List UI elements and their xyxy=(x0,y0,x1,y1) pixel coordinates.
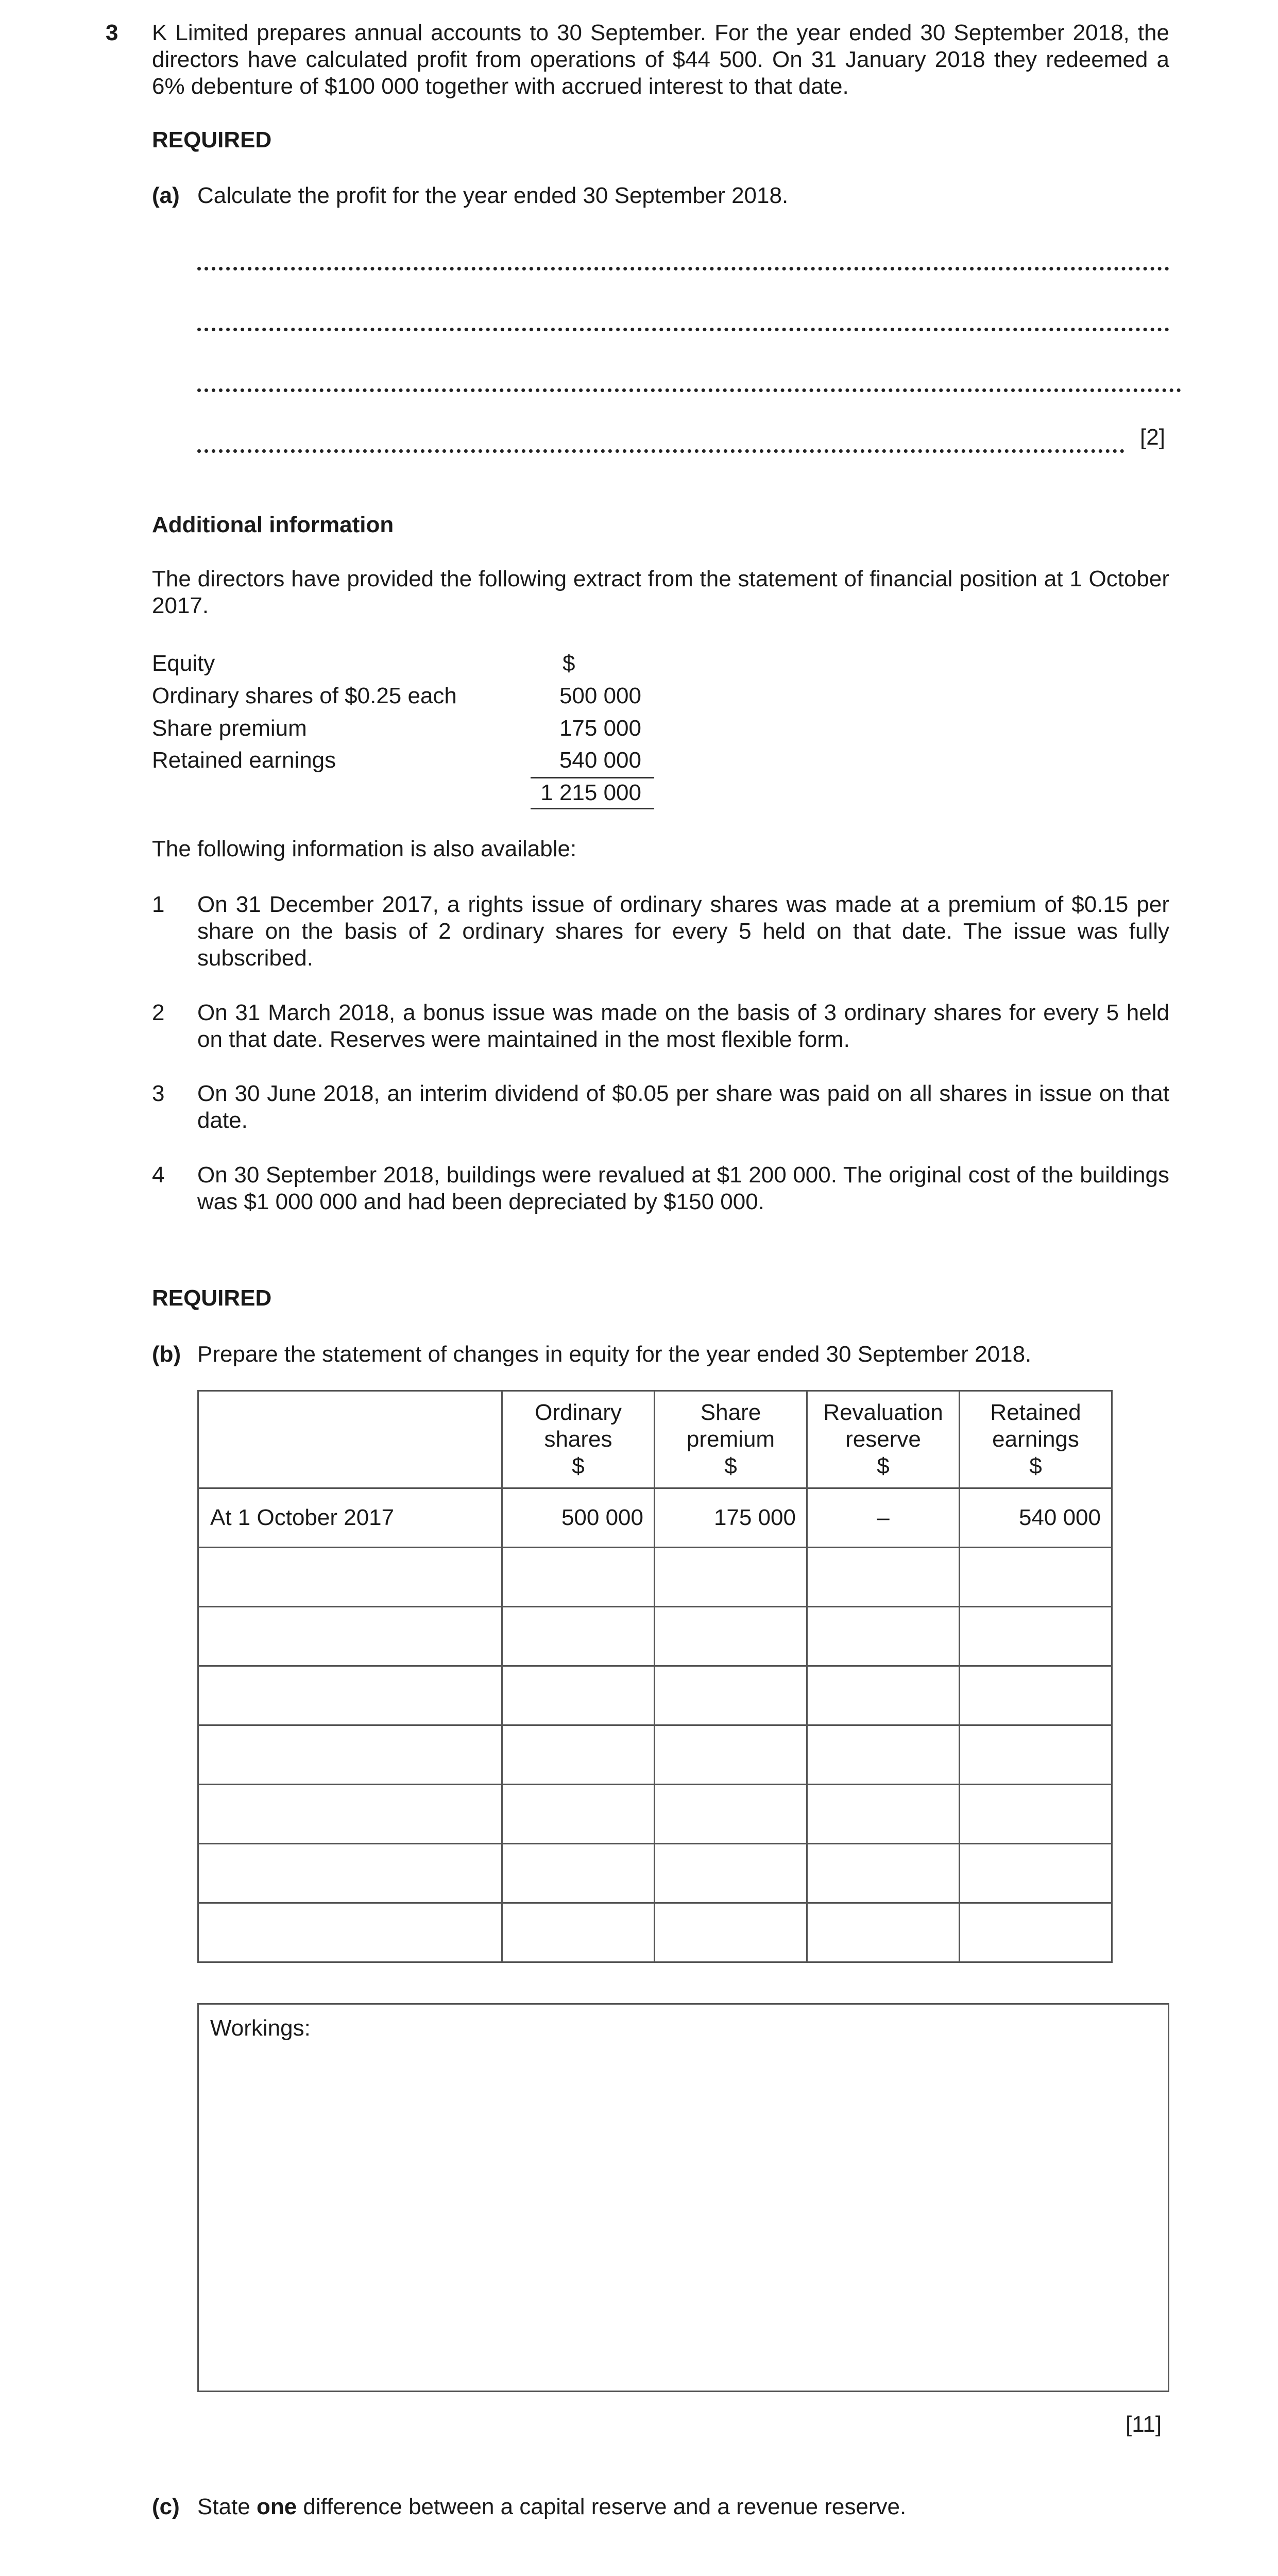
question-number: 3 xyxy=(106,20,118,45)
soce-answer-cell[interactable] xyxy=(655,1607,807,1666)
soce-answer-cell[interactable] xyxy=(502,1666,655,1725)
extract-row-value: 500 000 xyxy=(559,683,641,708)
soce-answer-cell[interactable] xyxy=(960,1607,1112,1666)
part-a-marks: [2] xyxy=(1140,425,1165,450)
table-row[interactable] xyxy=(198,1725,1112,1785)
soce-answer-cell[interactable] xyxy=(960,1548,1112,1607)
table-row[interactable] xyxy=(198,1666,1112,1725)
soce-answer-cell[interactable] xyxy=(960,1785,1112,1844)
soce-answer-cell[interactable] xyxy=(502,1785,655,1844)
soce-answer-cell[interactable] xyxy=(198,1785,502,1844)
info-item-number: 2 xyxy=(152,1000,165,1025)
soce-column-header: Share premium $ xyxy=(655,1391,807,1488)
soce-table xyxy=(197,1390,1113,1963)
table-row[interactable] xyxy=(198,1785,1112,1844)
soce-answer-cell[interactable] xyxy=(198,1844,502,1903)
soce-answer-cell[interactable] xyxy=(960,1903,1112,1962)
soce-column-header: Retained earnings $ xyxy=(960,1391,1112,1488)
part-b-label: (b) xyxy=(152,1342,181,1367)
info-item-text: On 31 March 2018, a bonus issue was made on the basis of 3 ordinary shares for every 5 held on that date. Reserves were maintained in the most flexible form. xyxy=(197,1000,1169,1052)
info-item-text: On 31 December 2017, a rights issue of ordinary shares was made at a premium of $0.15 per share on the basis of 2 ordinary shares for every 5 held on that date. The issue was fully subscribed. xyxy=(197,892,1169,971)
soce-answer-cell[interactable] xyxy=(655,1844,807,1903)
workings-box[interactable] xyxy=(197,2003,1169,2392)
soce-header-blank xyxy=(198,1391,502,1488)
soce-answer-cell[interactable] xyxy=(198,1607,502,1666)
part-c-label: (c) xyxy=(152,2494,180,2519)
answer-line-a-2[interactable] xyxy=(197,328,1169,331)
soce-answer-cell[interactable] xyxy=(807,1725,960,1785)
soce-answer-cell[interactable] xyxy=(807,1785,960,1844)
extract-currency: $ xyxy=(563,651,575,676)
soce-answer-cell[interactable] xyxy=(502,1725,655,1785)
soce-answer-cell[interactable] xyxy=(807,1548,960,1607)
extract-row-label: Retained earnings xyxy=(152,748,336,773)
question-intro: K Limited prepares annual accounts to 30 September. For the year ended 30 September 2018, the directors have calculated profit from operations of $44 500. On 31 January 2018 they redeemed a 6% debenture of $100 000 together with accrued interest to that date. xyxy=(152,20,1169,99)
part-a-text: Calculate the profit for the year ended 30 September 2018. xyxy=(197,183,789,208)
answer-line-a-3[interactable] xyxy=(197,388,1181,392)
soce-answer-cell[interactable] xyxy=(807,1844,960,1903)
additional-info-text: The directors have provided the following extract from the statement of financial position at 1 October 2017. xyxy=(152,566,1169,618)
soce-answer-cell[interactable] xyxy=(198,1725,502,1785)
soce-answer-cell[interactable] xyxy=(502,1903,655,1962)
extract-heading: Equity xyxy=(152,651,215,676)
soce-answer-cell[interactable] xyxy=(960,1725,1112,1785)
soce-answer-cell[interactable] xyxy=(655,1785,807,1844)
soce-cell: 175 000 xyxy=(655,1488,807,1548)
info-item-text: On 30 June 2018, an interim dividend of $0.05 per share was paid on all shares in issue on that date. xyxy=(197,1081,1169,1133)
soce-answer-cell[interactable] xyxy=(198,1548,502,1607)
soce-answer-cell[interactable] xyxy=(960,1844,1112,1903)
soce-answer-cell[interactable] xyxy=(502,1844,655,1903)
soce-answer-cell[interactable] xyxy=(807,1903,960,1962)
part-b-text: Prepare the statement of changes in equity for the year ended 30 September 2018. xyxy=(197,1342,1032,1367)
part-c-text: State one difference between a capital reserve and a revenue reserve. xyxy=(197,2494,907,2519)
soce-answer-cell[interactable] xyxy=(807,1666,960,1725)
table-row xyxy=(198,1488,1112,1548)
soce-cell: – xyxy=(807,1488,960,1548)
part-b-marks: [11] xyxy=(1126,2412,1162,2437)
soce-answer-cell[interactable] xyxy=(198,1903,502,1962)
extract-total: 1 215 000 xyxy=(540,780,641,805)
soce-answer-cell[interactable] xyxy=(807,1607,960,1666)
required-heading-a: REQUIRED xyxy=(152,127,272,152)
part-a-label: (a) xyxy=(152,183,180,208)
extract-row-value: 540 000 xyxy=(559,748,641,773)
extract-total-rule xyxy=(531,777,654,778)
soce-column-header: Revaluation reserve $ xyxy=(807,1391,960,1488)
info-item-text: On 30 September 2018, buildings were revalued at $1 200 000. The original cost of the buildings was $1 000 000 and had been depreciated by $150 000. xyxy=(197,1162,1169,1214)
info-item-number: 1 xyxy=(152,892,165,917)
soce-header-row xyxy=(198,1391,1112,1488)
info-item-number: 3 xyxy=(152,1081,165,1106)
additional-info-heading: Additional information xyxy=(152,512,394,537)
answer-line-a-4[interactable] xyxy=(197,449,1124,453)
extract-row-value: 175 000 xyxy=(559,716,641,741)
table-row[interactable] xyxy=(198,1903,1112,1962)
soce-cell: 500 000 xyxy=(502,1488,655,1548)
soce-answer-cell[interactable] xyxy=(655,1725,807,1785)
required-heading-b: REQUIRED xyxy=(152,1285,272,1311)
soce-answer-cell[interactable] xyxy=(655,1666,807,1725)
info-intro: The following information is also available: xyxy=(152,836,577,861)
table-row[interactable] xyxy=(198,1844,1112,1903)
soce-answer-cell[interactable] xyxy=(655,1548,807,1607)
table-row[interactable] xyxy=(198,1607,1112,1666)
soce-row-label: At 1 October 2017 xyxy=(198,1488,502,1548)
answer-line-a-1[interactable] xyxy=(197,267,1169,270)
extract-row-label: Ordinary shares of $0.25 each xyxy=(152,683,457,708)
soce-cell: 540 000 xyxy=(960,1488,1112,1548)
info-item-number: 4 xyxy=(152,1162,165,1188)
soce-answer-cell[interactable] xyxy=(502,1607,655,1666)
soce-column-header: Ordinary shares $ xyxy=(502,1391,655,1488)
soce-answer-cell[interactable] xyxy=(960,1666,1112,1725)
table-row[interactable] xyxy=(198,1548,1112,1607)
soce-answer-cell[interactable] xyxy=(198,1666,502,1725)
extract-row-label: Share premium xyxy=(152,716,307,741)
workings-label: Workings: xyxy=(210,2015,311,2041)
soce-answer-cell[interactable] xyxy=(502,1548,655,1607)
soce-answer-cell[interactable] xyxy=(655,1903,807,1962)
extract-total-underline xyxy=(531,808,654,809)
